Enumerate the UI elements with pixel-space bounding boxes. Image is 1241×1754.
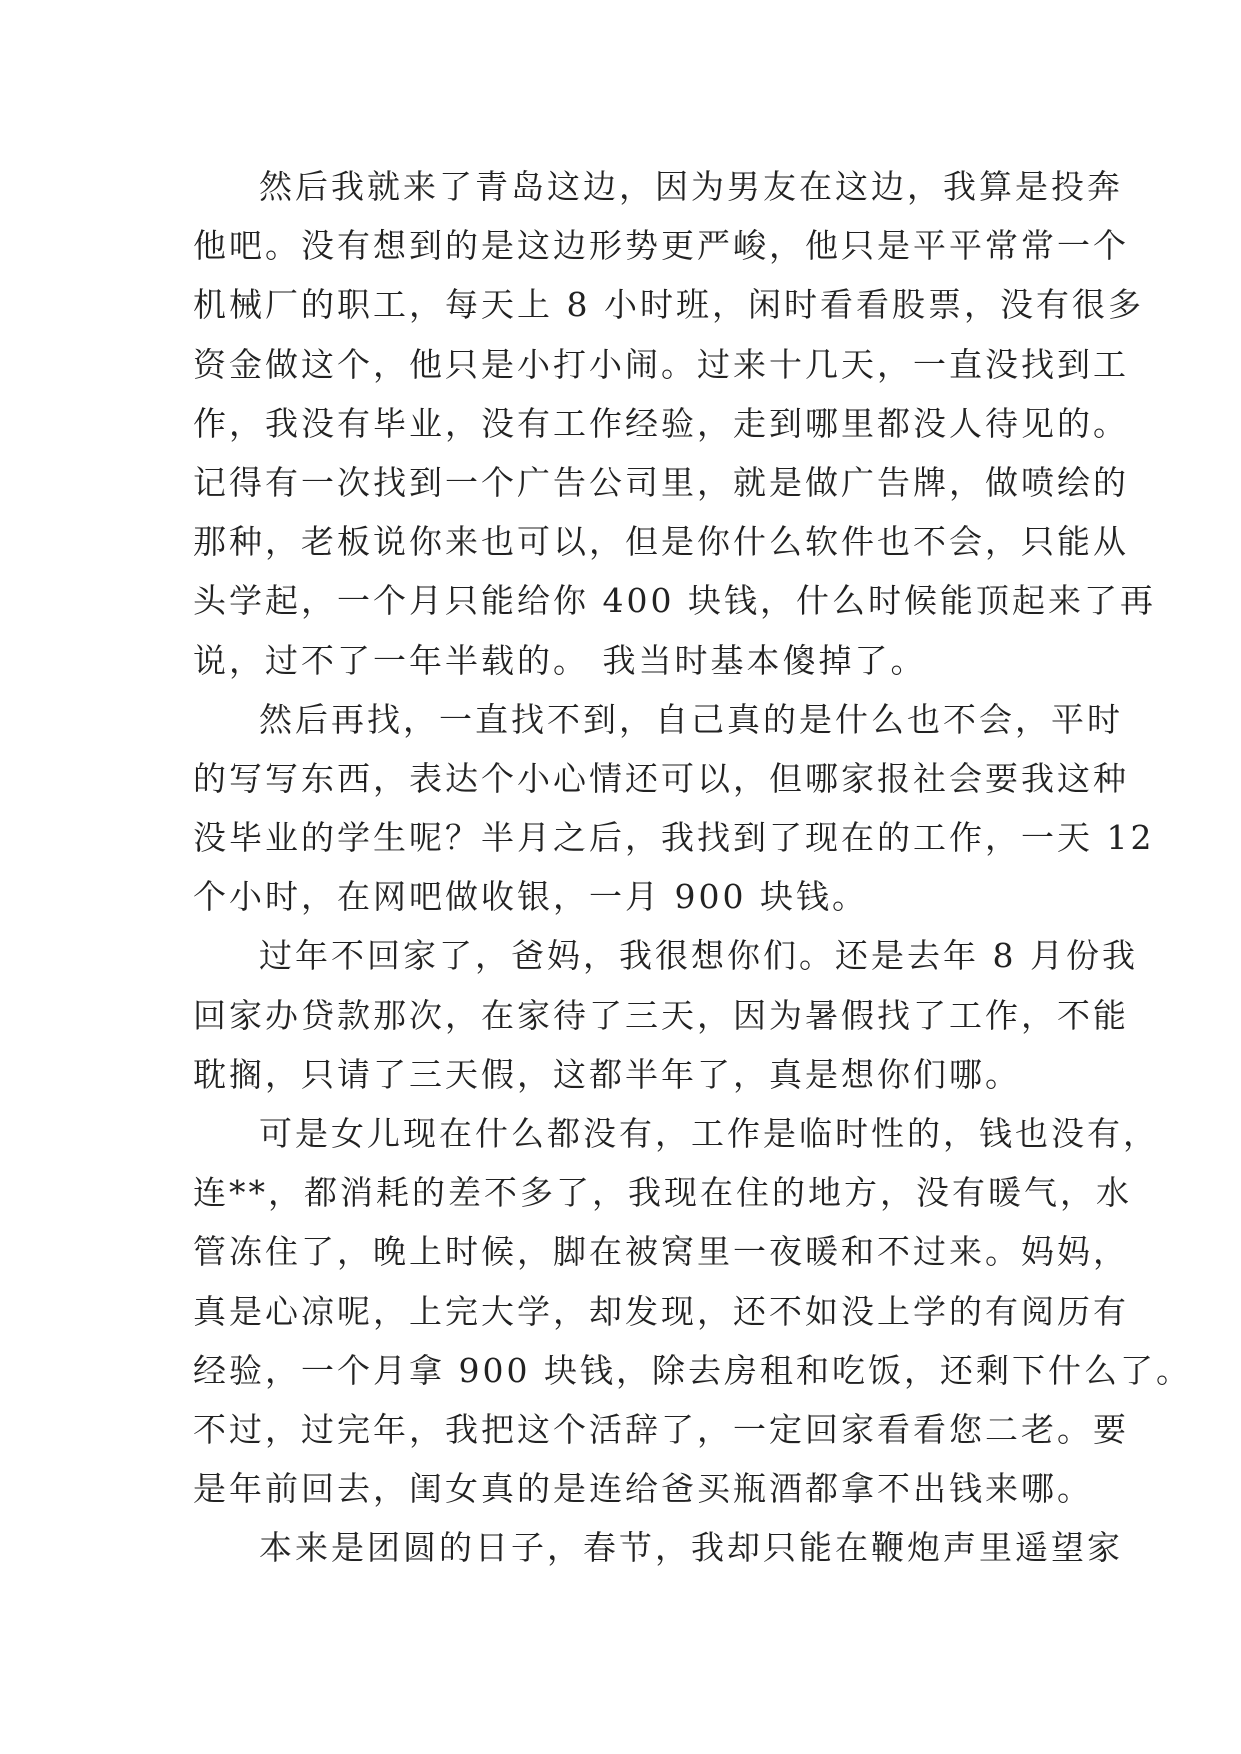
text-line: 机械厂的职工，每天上 8 小时班，闲时看看股票，没有很多: [193, 285, 1144, 325]
text-line: 真是心凉呢，上完大学，却发现，还不如没上学的有阅历有: [193, 1291, 1129, 1331]
text-line: 然后我就来了青岛这边，因为男友在这边，我算是投奔: [259, 167, 1123, 206]
paragraph-3: [193, 926, 1138, 1104]
document-page: [193, 157, 1192, 1578]
paragraph-2: [193, 690, 1155, 927]
text-line: 可是女儿现在什么都没有，工作是临时性的，钱也没有，: [259, 1114, 1159, 1153]
text-line: 管冻住了，晚上时候，脚在被窝里一夜暖和不过来。妈妈，: [193, 1232, 1129, 1272]
text-line: 没毕业的学生呢？半月之后，我找到了现在的工作，一天 12: [193, 818, 1155, 858]
text-line: 记得有一次找到一个广告公司里，就是做广告牌，做喷绘的: [193, 462, 1129, 502]
text-line: 他吧。没有想到的是这边形势更严峻，他只是平平常常一个: [193, 226, 1129, 266]
text-line: 连**，都消耗的差不多了，我现在住的地方，没有暖气，水: [193, 1173, 1132, 1213]
text-line: 本来是团圆的日子，春节，我却只能在鞭炮声里遥望家: [259, 1528, 1123, 1568]
text-line: 个小时，在网吧做收银，一月 900 块钱。: [193, 877, 868, 917]
text-line: 头学起，一个月只能给你 400 块钱，什么时候能顶起来了再: [193, 581, 1156, 621]
text-line: 不过，过完年，我把这个活辞了，一定回家看看您二老。要: [193, 1409, 1129, 1449]
paragraph-1: [193, 157, 1156, 690]
text-line: 过年不回家了，爸妈，我很想你们。还是去年 8 月份我: [259, 936, 1138, 976]
text-line: 的写写东西，表达个小心情还可以，但哪家报社会要我这种: [193, 758, 1129, 798]
text-line: 作，我没有毕业，没有工作经验，走到哪里都没人待见的。: [193, 403, 1129, 443]
text-line: 然后再找，一直找不到，自己真的是什么也不会，平时: [259, 699, 1123, 739]
text-line: 经验，一个月拿 900 块钱，除去房租和吃饭，还剩下什么了。: [193, 1350, 1192, 1390]
text-line: 那种，老板说你来也可以，但是你什么软件也不会，只能从: [193, 522, 1129, 562]
text-line: 说，过不了一年半载的。 我当时基本傻掉了。: [193, 640, 927, 680]
text-line: 资金做这个，他只是小打小闹。过来十几天，一直没找到工: [193, 344, 1129, 384]
text-line: 耽搁，只请了三天假，这都半年了，真是想你们哪。: [193, 1054, 1021, 1094]
paragraph-5: [193, 1518, 1123, 1577]
paragraph-4: [193, 1104, 1192, 1518]
text-line: 是年前回去，闺女真的是连给爸买瓶酒都拿不出钱来哪。: [193, 1469, 1093, 1509]
text-line: 回家办贷款那次，在家待了三天，因为暑假找了工作，不能: [193, 995, 1129, 1035]
